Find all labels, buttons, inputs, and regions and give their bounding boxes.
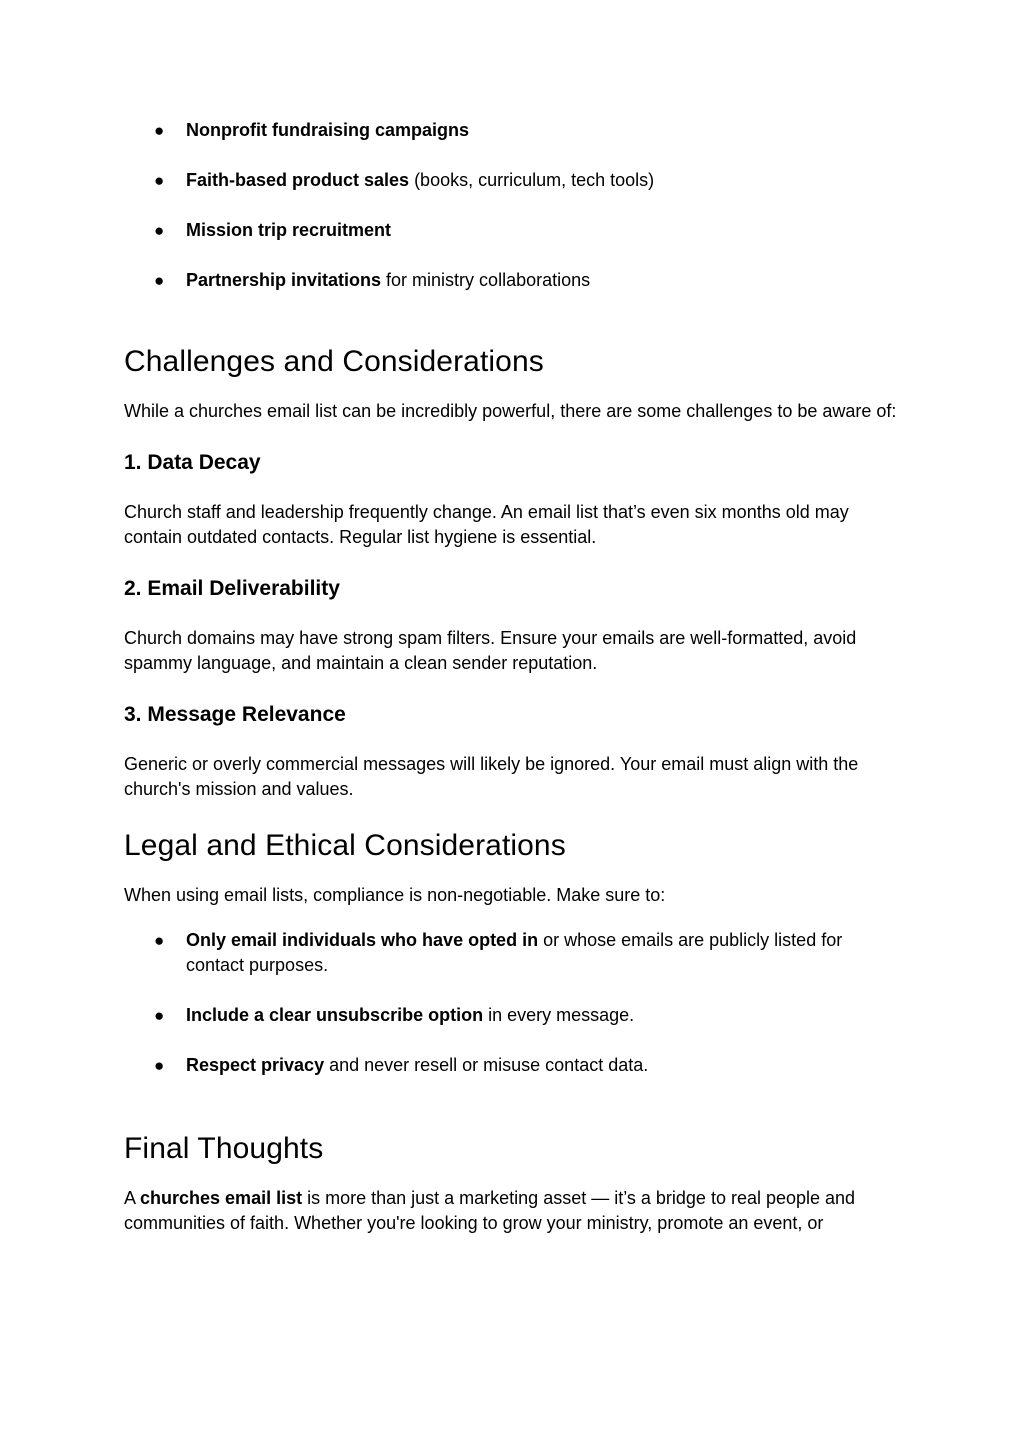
challenge-body: Church staff and leadership frequently change. An email list that’s even six months old may contain outdated contacts. Regular list hygiene is essential. <box>124 502 849 547</box>
challenge-body: Church domains may have strong spam filters. Ensure your emails are well-formatted, avoid spammy language, and maintain a clean sender reputation. <box>124 628 857 673</box>
challenge-body: Generic or overly commercial messages will likely be ignored. Your email must align with the church's mission and values. <box>124 754 859 799</box>
bullet-icon: ● <box>154 121 165 140</box>
list-item <box>124 928 900 978</box>
list-item-bold: Faith-based product sales <box>186 170 410 190</box>
list-item-text: for ministry collaborations <box>381 270 591 290</box>
bullet-icon: ● <box>154 271 165 290</box>
legal-heading: Legal and Ethical Considerations <box>124 829 566 862</box>
challenge-title: 3. Message Relevance <box>124 703 346 726</box>
list-item <box>124 168 900 193</box>
list-item-bold: Partnership invitations <box>186 270 382 290</box>
legal-intro: When using email lists, compliance is non-negotiable. Make sure to: <box>124 885 666 905</box>
challenges-heading: Challenges and Considerations <box>124 345 544 378</box>
list-item <box>124 1053 900 1078</box>
list-item-text: or whose emails are publicly listed for contact purposes. <box>186 930 843 975</box>
challenge-title: 1. Data Decay <box>124 451 261 474</box>
final-heading: Final Thoughts <box>124 1132 324 1165</box>
final-text-bold: churches email list <box>140 1188 303 1208</box>
list-item-text: and never resell or misuse contact data. <box>324 1055 649 1075</box>
use-case-list <box>124 118 900 293</box>
list-item-text: in every message. <box>483 1005 635 1025</box>
list-item-text: (books, curriculum, tech tools) <box>409 170 655 190</box>
final-text-pre: A <box>124 1188 141 1208</box>
list-item-bold: Only email individuals who have opted in <box>186 930 539 950</box>
challenges-intro: While a churches email list can be incredibly powerful, there are some challenges to be aware of: <box>124 401 897 421</box>
list-item-bold: Respect privacy <box>186 1055 325 1075</box>
bullet-icon: ● <box>154 171 165 190</box>
compliance-list <box>124 928 900 1078</box>
list-item <box>124 268 900 293</box>
final-paragraph <box>124 1186 900 1236</box>
list-item <box>124 1003 900 1028</box>
challenge-title: 2. Email Deliverability <box>124 577 340 600</box>
bullet-icon: ● <box>154 1056 165 1075</box>
list-item <box>124 218 900 243</box>
list-item <box>124 118 900 143</box>
document-body <box>124 118 900 1236</box>
list-item-bold: Mission trip recruitment <box>186 220 392 240</box>
final-text-post: is more than just a marketing asset — it’s a bridge to real people and communities of faith. Whether you're looking to grow your ministry, promote an event, or <box>124 1188 856 1233</box>
bullet-icon: ● <box>154 931 165 950</box>
bullet-icon: ● <box>154 221 165 240</box>
list-item-bold: Nonprofit fundraising campaigns <box>186 120 470 140</box>
bullet-icon: ● <box>154 1006 165 1025</box>
list-item-bold: Include a clear unsubscribe option <box>186 1005 484 1025</box>
